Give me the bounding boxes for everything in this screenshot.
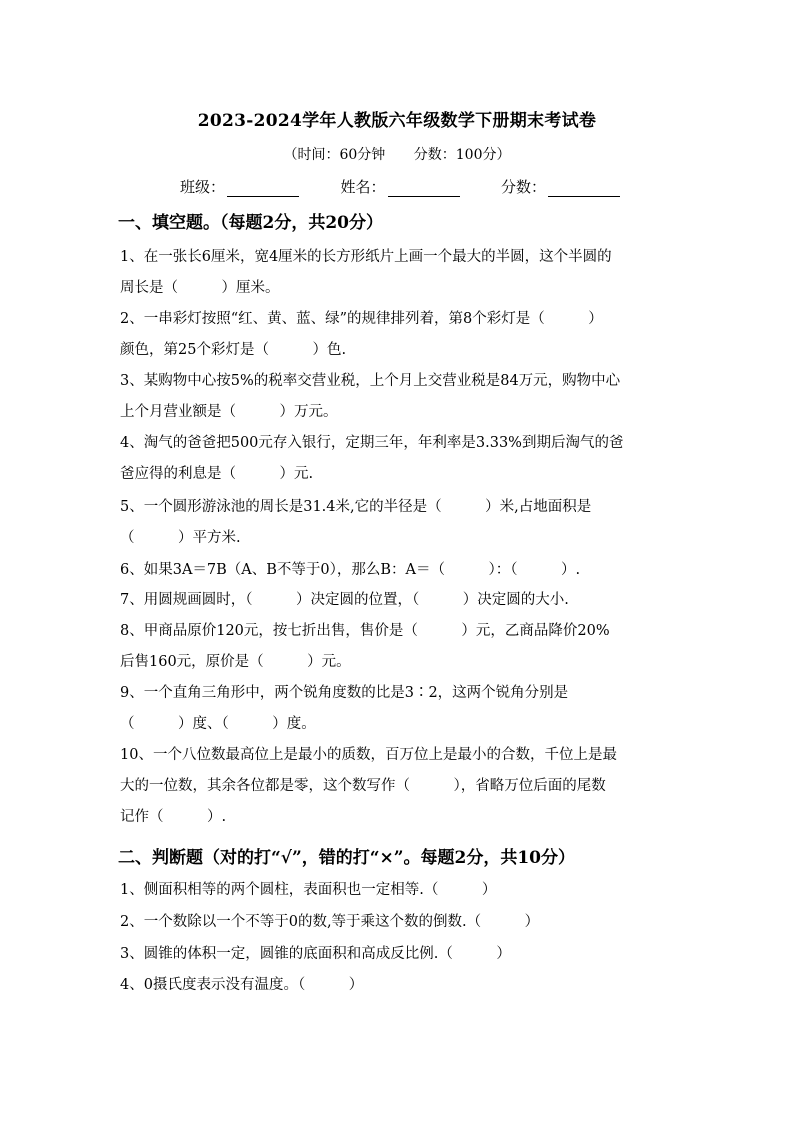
question-line: 上个月营业额是（ ）万元。 xyxy=(120,404,338,420)
question-line: 6、如果3A＝7B（A、B不等于0），那么B：A＝（ ）：（ ）. xyxy=(120,562,581,578)
question-line: 2、一串彩灯按照“红、黄、蓝、绿”的规律排列着，第8个彩灯是（ ） xyxy=(120,311,603,327)
section2-question-4 xyxy=(120,970,680,1001)
exam-subtitle xyxy=(0,144,794,164)
question-line: 3、某购物中心按5%的税率交营业税，上个月上交营业税是84万元，购物中心 xyxy=(120,373,621,389)
exam-score: 分数：100分） xyxy=(413,147,511,163)
question-line: 10、一个八位数最高位上是最小的质数，百万位上是最小的合数，千位上是最 xyxy=(120,747,617,763)
class-field xyxy=(180,176,299,197)
section1-question-9 xyxy=(120,678,680,740)
question-line: 1、在一张长6厘米，宽4厘米的长方形纸片上画一个最大的半圆，这个半圆的 xyxy=(120,249,612,265)
question-line: 3、圆锥的体积一定，圆锥的底面积和高成反比例.（ ） xyxy=(120,946,511,962)
section1-question-1 xyxy=(120,242,680,304)
section1-question-3 xyxy=(120,366,680,428)
name-field xyxy=(340,176,459,197)
section2-question-1 xyxy=(120,875,680,906)
question-line: 5、一个圆形游泳池的周长是31.4米,它的半径是（ ）米,占地面积是 xyxy=(120,499,592,515)
student-info-row xyxy=(180,176,620,197)
question-line: 9、一个直角三角形中，两个锐角度数的比是3∶2，这两个锐角分别是 xyxy=(120,685,569,701)
question-line: 8、甲商品原价120元，按七折出售，售价是（ ）元，乙商品降价20% xyxy=(120,623,610,639)
question-line: 周长是（ ）厘米。 xyxy=(120,280,280,296)
section1-question-5 xyxy=(120,492,680,554)
points-blank[interactable] xyxy=(548,181,620,197)
question-line: 爸应得的利息是（ ）元. xyxy=(120,466,314,482)
exam-time: （时间：60分钟 xyxy=(283,147,386,163)
question-line: （ ）度、（ ）度。 xyxy=(120,716,316,732)
question-line: 1、侧面积相等的两个圆柱，表面积也一定相等.（ ） xyxy=(120,882,497,898)
question-line: 记作（ ）. xyxy=(120,809,227,825)
question-line: （ ）平方米. xyxy=(120,530,241,546)
section1-question-7 xyxy=(120,585,680,616)
question-line: 颜色，第25个彩灯是（ ）色. xyxy=(120,342,347,358)
question-line: 4、0摄氏度表示没有温度。（ ） xyxy=(120,977,364,993)
section1-question-2 xyxy=(120,304,680,366)
section1-question-4 xyxy=(120,428,680,490)
points-label: 分数： xyxy=(500,178,546,196)
question-line: 2、一个数除以一个不等于0的数,等于乘这个数的倒数.（ ） xyxy=(120,914,540,930)
section1-heading: 一、填空题。（每题2分，共20分） xyxy=(118,213,383,233)
section1-question-10 xyxy=(120,740,680,833)
question-line: 7、用圆规画圆时，（ ）决定圆的位置，（ ）决定圆的大小. xyxy=(120,592,569,608)
name-label: 姓名： xyxy=(340,178,386,196)
class-blank[interactable] xyxy=(227,181,299,197)
name-blank[interactable] xyxy=(388,181,460,197)
section2-question-2 xyxy=(120,907,680,938)
question-line: 后售160元，原价是（ ）元。 xyxy=(120,654,351,670)
class-label: 班级： xyxy=(180,178,226,196)
question-line: 4、淘气的爸爸把500元存入银行，定期三年，年利率是3.33%到期后淘气的爸 xyxy=(120,435,624,451)
section1-question-6 xyxy=(120,555,680,586)
points-field xyxy=(501,176,620,197)
section1-question-8 xyxy=(120,616,680,678)
question-line: 大的一位数，其余各位都是零，这个数写作（ ），省略万位后面的尾数 xyxy=(120,778,606,794)
exam-title: 2023-2024学年人教版六年级数学下册期末考试卷 xyxy=(197,111,597,131)
section2-heading: 二、判断题（对的打“√”，错的打“×”。每题2分，共10分） xyxy=(118,848,576,868)
section2-question-3 xyxy=(120,939,680,970)
